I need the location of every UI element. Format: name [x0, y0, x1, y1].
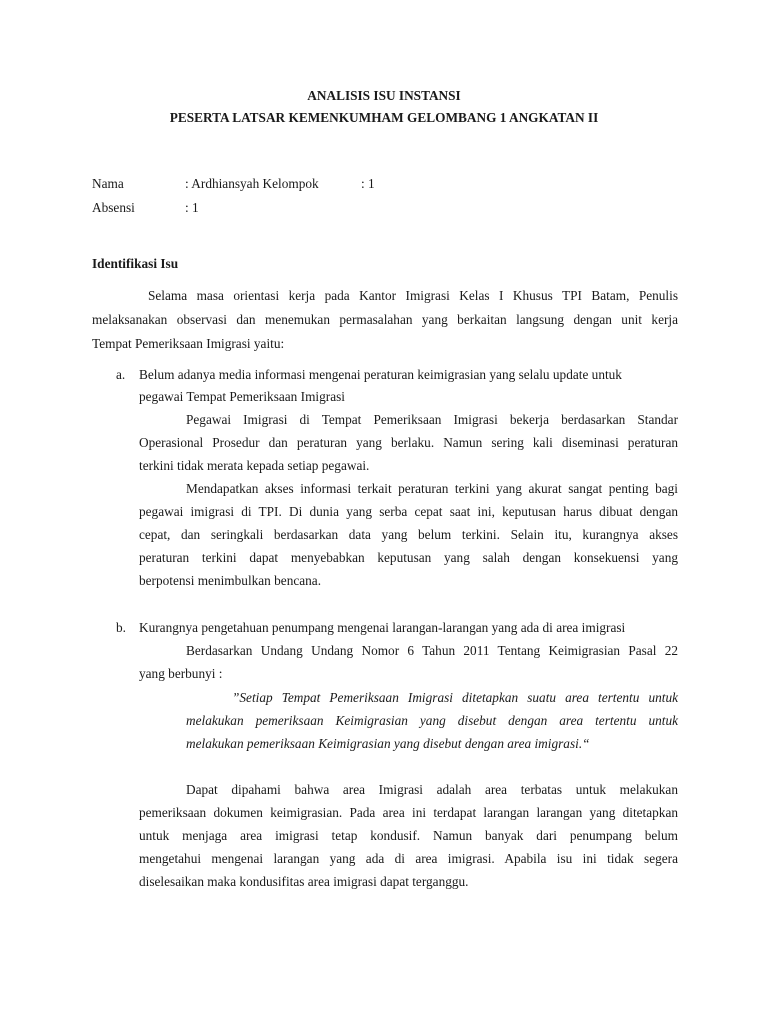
text-line: peraturan terkini dapat menyebabkan keputusan yang salah dengan konsekuensi yang	[139, 550, 678, 565]
text-line: untuk menjaga area imigrasi tetap kondusif. Namun banyak dari penumpang belum	[139, 828, 678, 843]
text-line: pegawai imigrasi di TPI. Di dunia yang serba cepat saat ini, keputusan harus dibuat dengan	[139, 504, 678, 519]
absensi-label: Absensi	[92, 200, 135, 215]
text-line: diselesaikan maka kondusifitas area imigrasi dapat terganggu.	[139, 874, 469, 889]
text-line: pemeriksaan dokumen keimigrasian. Pada area ini terdapat larangan larangan yang ditetapkan	[139, 805, 678, 820]
quote-line: melakukan pemeriksaan Keimigrasian yang disebut dengan area tertentu untuk	[186, 713, 678, 728]
list-marker: b.	[116, 620, 126, 635]
issue-title-line: pegawai Tempat Pemeriksaan Imigrasi	[139, 389, 345, 404]
kelompok-value: : 1	[361, 176, 375, 191]
text-line: Pegawai Imigrasi di Tempat Pemeriksaan Imigrasi bekerja berdasarkan Standar	[186, 412, 678, 427]
text-line: Tempat Pemeriksaan Imigrasi yaitu:	[92, 336, 285, 351]
document-title: ANALISIS ISU INSTANSI	[307, 88, 461, 103]
quote-line: melakukan pemeriksaan Keimigrasian yang disebut dengan area imigrasi.“	[186, 736, 590, 751]
text-line: Dapat dipahami bahwa area Imigrasi adalah area terbatas untuk melakukan	[186, 782, 678, 797]
text-line: cepat, dan seringkali berdasarkan data yang belum terkini. Selain itu, kurangnya akses	[139, 527, 678, 542]
text-line: Berdasarkan Undang Undang Nomor 6 Tahun 2011 Tentang Keimigrasian Pasal 22	[186, 643, 678, 658]
text-line: berpotensi menimbulkan bencana.	[139, 573, 322, 588]
nama-value: : Ardhiansyah Kelompok	[185, 176, 319, 191]
nama-label: Nama	[92, 176, 124, 191]
quote-line: ”Setiap Tempat Pemeriksaan Imigrasi ditetapkan suatu area tertentu untuk	[232, 690, 678, 705]
text-line: terkini tidak merata kepada setiap pegawai.	[139, 458, 370, 473]
issue-title: Kurangnya pengetahuan penumpang mengenai larangan-larangan yang ada di area imigrasi	[139, 620, 626, 635]
section-heading: Identifikasi Isu	[92, 256, 179, 271]
text-line: Operasional Prosedur dan peraturan yang berlaku. Namun sering kali diseminasi peraturan	[139, 435, 678, 450]
absensi-value: : 1	[185, 200, 199, 215]
document-subtitle: PESERTA LATSAR KEMENKUMHAM GELOMBANG 1 ANGKATAN II	[169, 110, 599, 125]
text-line: mengetahui mengenai larangan yang ada di area imigrasi. Apabila isu ini tidak segera	[139, 851, 678, 866]
text-line: Mendapatkan akses informasi terkait peraturan terkini yang akurat sangat penting bagi	[186, 481, 678, 496]
text-line: melaksanakan observasi dan menemukan permasalahan yang berkaitan langsung dengan unit kerja	[92, 312, 678, 327]
text-line: yang berbunyi :	[139, 666, 223, 681]
issue-title-line: Belum adanya media informasi mengenai peraturan keimigrasian yang selalu update untuk	[139, 367, 622, 382]
text-line: Selama masa orientasi kerja pada Kantor Imigrasi Kelas I Khusus TPI Batam, Penulis	[148, 288, 678, 303]
list-marker: a.	[116, 367, 126, 382]
